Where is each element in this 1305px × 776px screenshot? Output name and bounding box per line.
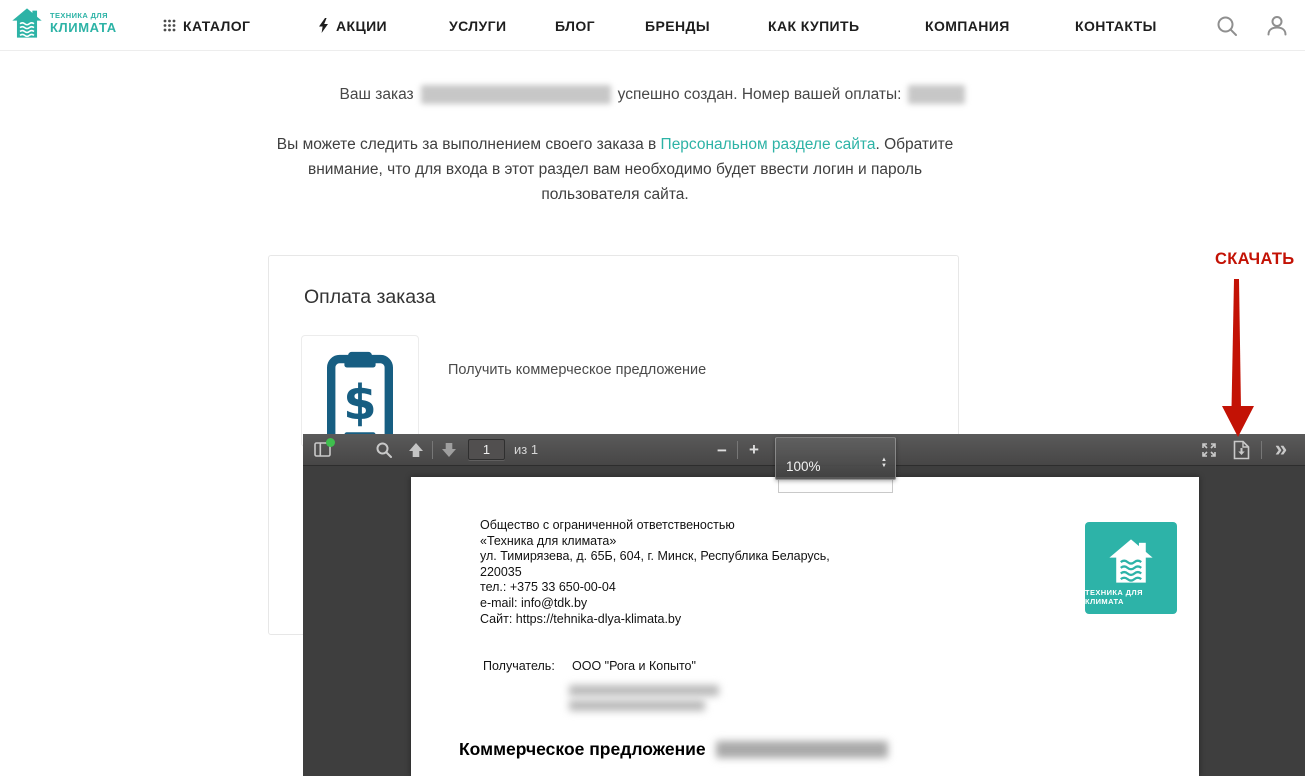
nav-catalog[interactable]: [163, 0, 250, 51]
nav-brands[interactable]: [645, 0, 710, 51]
arrow-up-icon: [408, 442, 424, 458]
svg-text:$: $: [343, 375, 377, 432]
site-logo[interactable]: [10, 7, 117, 39]
company-info-block: [480, 518, 830, 627]
house-icon: [1106, 538, 1156, 584]
zoom-in-button[interactable]: [745, 440, 763, 458]
zoom-level-value: 100%: [786, 459, 821, 474]
user-icon: [1265, 15, 1289, 37]
presentation-mode-button[interactable]: [1199, 441, 1219, 459]
download-annotation-label: СКАЧАТЬ: [1215, 250, 1295, 268]
grid-icon: [163, 19, 176, 32]
toolbar-divider: [737, 441, 738, 459]
nav-label: БЛОГ: [555, 17, 595, 34]
nav-label: УСЛУГИ: [449, 17, 507, 34]
spinner-icon: ▲ ▼: [881, 457, 887, 469]
nav-label: КОНТАКТЫ: [1075, 17, 1157, 34]
toolbar-divider: [1261, 441, 1262, 459]
company-line: тел.: +375 33 650-00-04: [480, 580, 616, 595]
site-header: [0, 0, 1305, 51]
recipient-details-redacted: [569, 685, 719, 715]
nav-services[interactable]: [449, 0, 506, 51]
zoom-dropdown-panel: [778, 480, 893, 493]
page-number-input[interactable]: [468, 439, 505, 460]
commercial-offer-label: Получить коммерческое предложение: [448, 362, 707, 378]
next-page-button[interactable]: [440, 441, 458, 459]
document-title: Коммерческое предложение: [459, 739, 706, 759]
minus-icon: −: [717, 440, 727, 460]
nav-label: КАТАЛОГ: [183, 17, 251, 34]
find-button[interactable]: [375, 441, 393, 459]
fullscreen-icon: [1201, 442, 1217, 458]
order-created-suffix: успешно создан. Номер вашей оплаты:: [617, 85, 902, 103]
house-icon: [10, 7, 44, 39]
nav-label: АКЦИИ: [336, 17, 388, 34]
sidebar-toggle-button[interactable]: [311, 440, 335, 460]
toolbar-divider: [432, 441, 433, 459]
zoom-out-button[interactable]: [713, 441, 731, 459]
order-created-line: [0, 85, 1305, 104]
order-number-redacted: [421, 85, 611, 104]
arrow-down-icon: [441, 442, 457, 458]
nav-label: КОМПАНИЯ: [925, 17, 1010, 34]
order-follow-paragraph: [270, 132, 960, 207]
recipient-row: [483, 659, 696, 673]
search-button[interactable]: [1214, 13, 1240, 39]
company-line: «Техника для климата»: [480, 533, 617, 548]
nav-label: БРЕНДЫ: [645, 17, 710, 34]
search-icon: [376, 442, 392, 458]
follow-text-after: . Обратите внимание, что для входа в этот раздел вам необходимо будет ввести логин и пароль пользователя сайта.: [307, 136, 954, 203]
company-line: e-mail: info@tdk.by: [480, 595, 588, 610]
order-created-prefix: Ваш заказ: [339, 85, 414, 103]
nav-how-to-buy[interactable]: [768, 0, 859, 51]
company-logo-block: [1085, 522, 1177, 614]
recipient-label: Получатель:: [483, 659, 555, 673]
search-icon: [1216, 15, 1238, 37]
more-tools-button[interactable]: [1269, 434, 1293, 464]
double-chevron-icon: »: [1274, 436, 1288, 461]
payment-number-redacted: [908, 85, 965, 104]
document-title-row: [459, 739, 888, 760]
nav-promos[interactable]: [318, 0, 387, 51]
plus-icon: +: [749, 439, 759, 459]
page-count-label: из 1: [514, 442, 539, 457]
logo-caption: ТЕХНИКА ДЛЯ КЛИМАТА: [1085, 588, 1143, 606]
zoom-level-select[interactable]: [775, 437, 896, 480]
account-button[interactable]: [1264, 13, 1290, 39]
nav-company[interactable]: [925, 0, 1010, 51]
company-line: Общество с ограниченной ответственостью: [480, 518, 735, 532]
recipient-value: ООО "Рога и Копыто": [572, 659, 696, 673]
logo-text: ТЕХНИКА ДЛЯ КЛИМАТА: [50, 10, 117, 36]
payment-card-title: Оплата заказа: [304, 286, 436, 308]
nav-blog[interactable]: [555, 0, 595, 51]
company-line: ул. Тимирязева, д. 65Б, 604, г. Минск, Республика Беларусь,: [480, 549, 830, 564]
download-icon: [1233, 440, 1250, 460]
commercial-offer-button[interactable]: [301, 335, 419, 447]
pdf-viewer: [303, 434, 1305, 776]
personal-section-link[interactable]: Персональном разделе сайта: [660, 136, 876, 153]
lightning-icon: [318, 18, 329, 33]
follow-text-before: Вы можете следить за выполнением своего заказа в: [276, 136, 657, 153]
company-line: Сайт: https://tehnika-dlya-klimata.by: [480, 611, 682, 626]
download-button[interactable]: [1231, 439, 1251, 461]
nav-label: КАК КУПИТЬ: [768, 17, 860, 34]
company-line: 220035: [480, 564, 522, 579]
pdf-page: [411, 477, 1199, 776]
nav-contacts[interactable]: [1075, 0, 1157, 51]
document-number-redacted: [716, 741, 888, 758]
download-annotation-arrow: [1218, 279, 1258, 439]
previous-page-button[interactable]: [407, 441, 425, 459]
sidebar-notification-dot: [326, 438, 335, 447]
